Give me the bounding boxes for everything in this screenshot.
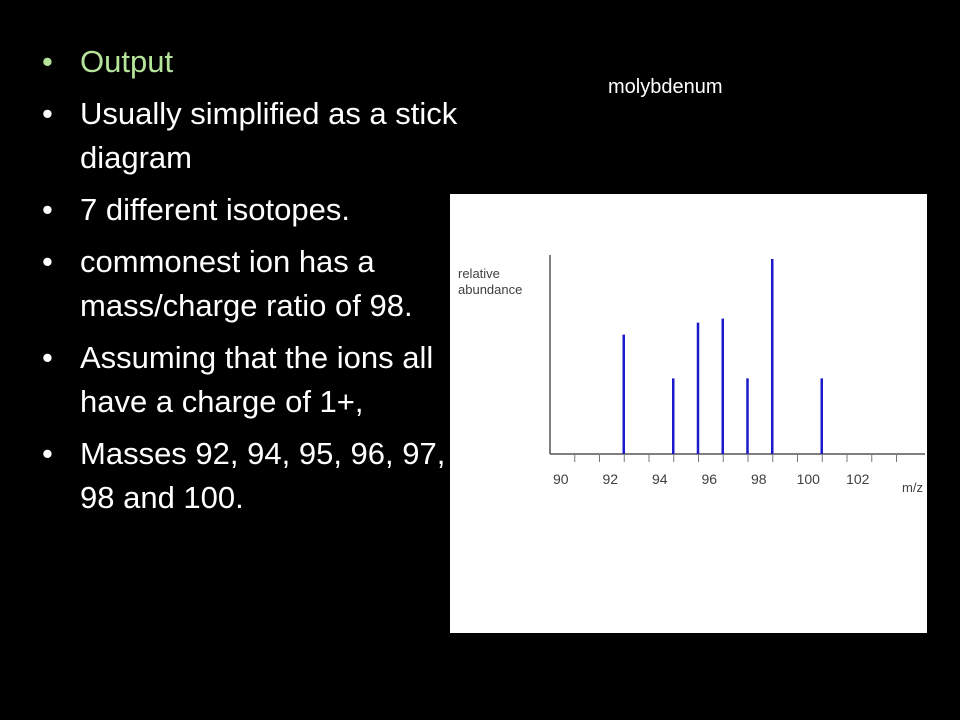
x-tick-label: 94 — [651, 471, 668, 487]
bullet-marker: • — [42, 244, 53, 279]
bullet-item — [40, 336, 460, 424]
bullet-list — [40, 40, 460, 528]
bullet-item — [40, 188, 460, 232]
x-axis-label: m/z — [902, 480, 923, 495]
bullet-marker: • — [42, 96, 53, 131]
chart-plot — [450, 194, 927, 633]
chart-caption: molybdenum — [608, 76, 723, 98]
bullet-item — [40, 40, 460, 84]
x-tick-label: 98 — [750, 471, 767, 487]
bullet-item — [40, 240, 460, 328]
mass-spectrum-chart — [450, 194, 927, 633]
bullet-text: Usually simplified as a stick diagram — [80, 96, 458, 175]
bullet-marker: • — [42, 340, 53, 375]
x-tick-label: 92 — [602, 471, 619, 487]
bullet-marker: • — [42, 44, 53, 79]
bullet-text: Assuming that the ions all have a charge of 1+, — [80, 340, 434, 419]
x-tick-label: 100 — [796, 471, 820, 487]
bullet-marker: • — [42, 436, 53, 471]
y-axis-label-line: abundance — [458, 282, 523, 297]
x-tick-label: 102 — [846, 471, 870, 487]
bullet-text: 7 different isotopes. — [80, 192, 350, 227]
bullet-item — [40, 432, 460, 520]
y-axis-label-line: relative — [458, 266, 500, 281]
x-tick-label: 90 — [552, 471, 569, 487]
bullet-item — [40, 92, 460, 180]
bullet-marker: • — [42, 192, 53, 227]
bullet-text: Output — [80, 44, 174, 79]
x-tick-label: 96 — [701, 471, 718, 487]
bullet-text: Masses 92, 94, 95, 96, 97, 98 and 100. — [80, 436, 446, 515]
bullet-text: commonest ion has a mass/charge ratio of 98. — [80, 244, 413, 323]
